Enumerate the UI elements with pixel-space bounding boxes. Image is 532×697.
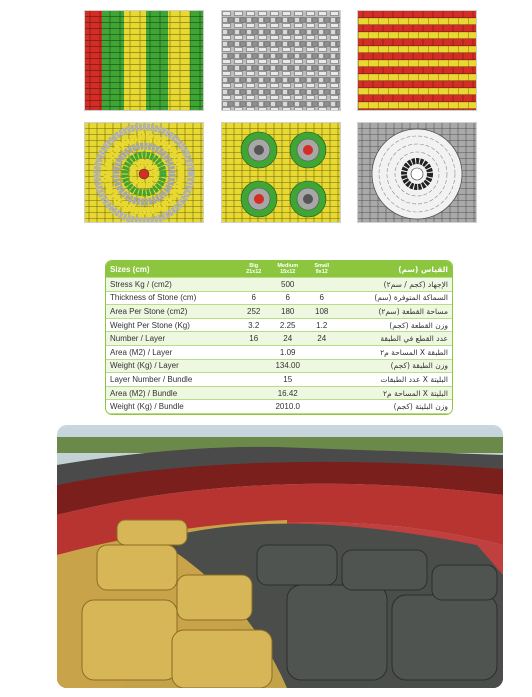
row-value: 24: [271, 332, 305, 346]
row-value: 16: [237, 332, 271, 346]
row-label-ar: عدد القطع في الطبقة: [339, 332, 452, 346]
row-value: 252: [237, 305, 271, 319]
specification-table: [106, 261, 452, 414]
size-small-dim: 9x12: [315, 269, 328, 275]
size-big: [237, 261, 271, 278]
size-medium-label: Medium: [277, 263, 299, 269]
row-label-ar: وزن البليتة (كجم): [339, 400, 452, 414]
row-value: 24: [305, 332, 339, 346]
pattern-white-black-circle: [357, 122, 477, 223]
table-row: [106, 373, 452, 387]
row-value: 6: [271, 291, 305, 305]
row-value: 2010.0: [237, 400, 339, 414]
row-value: 134.00: [237, 359, 339, 373]
table-header-row: [106, 261, 452, 278]
row-label-ar: الإجهاد (كجم / سم٢): [339, 278, 452, 292]
table-row: [106, 400, 452, 414]
row-value: 1.2: [305, 318, 339, 332]
row-label-en: Layer Number / Bundle: [106, 373, 237, 387]
paving-photo: [57, 425, 503, 688]
row-value: 108: [305, 305, 339, 319]
size-medium: [271, 261, 305, 278]
row-label-ar: وزن القطعة (كجم): [339, 318, 452, 332]
row-label-ar: مساحة القطعة (سم٢): [339, 305, 452, 319]
pattern-red-green-yellow-stripes: [84, 10, 204, 111]
size-small: [305, 261, 339, 278]
row-label-ar: المساحة م٢ X الطبقة: [339, 345, 452, 359]
row-value: 2.25: [271, 318, 305, 332]
row-label-ar: السماكة المتوفرة (سم): [339, 291, 452, 305]
row-label-en: Weight Per Stone (Kg): [106, 318, 237, 332]
row-label-en: Stress Kg / (cm2): [106, 278, 237, 292]
row-value: 3.2: [237, 318, 271, 332]
row-label-en: Area (M2) / Layer: [106, 345, 237, 359]
size-big-label: Big: [249, 263, 259, 269]
row-label-en: Weight (Kg) / Layer: [106, 359, 237, 373]
row-label-en: Thickness of Stone (cm): [106, 291, 237, 305]
header-sizes-ar: القياس (سم): [339, 261, 452, 278]
row-label-en: Area (M2) / Bundle: [106, 386, 237, 400]
header-sizes-en: Sizes (cm): [106, 261, 237, 278]
row-value: 6: [305, 291, 339, 305]
row-label-en: Number / Layer: [106, 332, 237, 346]
size-big-dim: 21x12: [246, 269, 262, 275]
table-row: [106, 345, 452, 359]
table-row: [106, 318, 452, 332]
pattern-red-yellow-horizontal-stripes: [357, 10, 477, 111]
row-label-ar: عدد الطبقات X البليتة: [339, 373, 452, 387]
row-value: 6: [237, 291, 271, 305]
table-row: [106, 291, 452, 305]
row-value: 16.42: [237, 386, 339, 400]
size-small-label: Small: [314, 263, 330, 269]
table-row: [106, 386, 452, 400]
table-row: [106, 305, 452, 319]
pattern-grey-white-herringbone: [221, 10, 341, 111]
size-medium-dim: 15x12: [280, 269, 296, 275]
pattern-yellow-circle: [84, 122, 204, 223]
table-row: [106, 278, 452, 292]
table-row: [106, 359, 452, 373]
table-row: [106, 332, 452, 346]
row-label-en: Weight (Kg) / Bundle: [106, 400, 237, 414]
row-label-ar: المساحة م٢ X البليتة: [339, 386, 452, 400]
pattern-four-circles: [221, 122, 341, 223]
row-value: 15: [237, 373, 339, 387]
row-label-en: Area Per Stone (cm2): [106, 305, 237, 319]
row-value: 500: [237, 278, 339, 292]
row-label-ar: وزن الطبقة (كجم): [339, 359, 452, 373]
row-value: 1.09: [237, 345, 339, 359]
row-value: 180: [271, 305, 305, 319]
